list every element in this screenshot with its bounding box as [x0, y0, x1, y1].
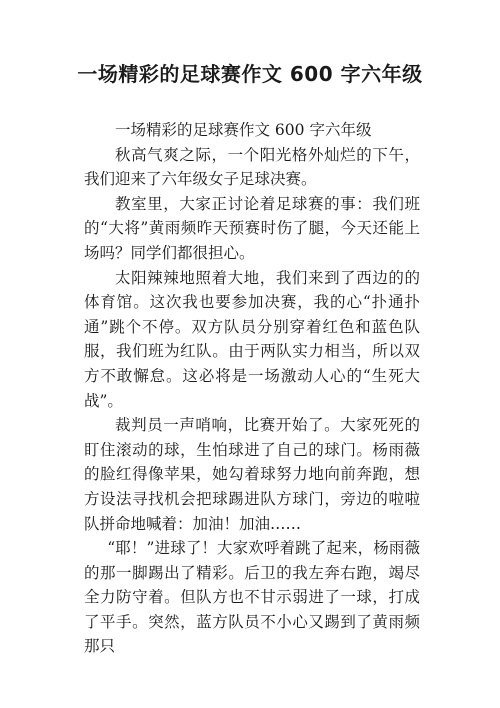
subtitle-paragraph: 一场精彩的足球赛作文 600 字六年级 — [115, 121, 372, 139]
document-body — [84, 118, 420, 659]
paragraph-4: 裁判员一声哨响，比赛开始了。大家死死的盯住滚动的球，生怕球进了自己的球门。杨雨薇的脸红得像苹果，她勾着球努力地向前奔跑，想方设法寻找机会把球踢进队方球门，旁边的啦啦队拼命地喊着：加油！加油…… — [84, 416, 420, 533]
paragraph-5: “耶！”进球了！大家欢呼着跳了起来，杨雨薇的那一脚踢出了精彩。后卫的我左奔右跑，竭尽全力防守着。但队方也不甘示弱进了一球，打成了平手。突然，蓝方队员不小心又踢到了黄雨频那只 — [84, 539, 420, 656]
document-title: 一场精彩的足球赛作文 600 字六年级 — [77, 62, 423, 86]
paragraph-3: 太阳辣辣地照着大地，我们来到了西边的的体育馆。这次我也要参加决赛，我的心“扑通扑通”跳个不停。双方队员分别穿着红色和蓝色队服，我们班为红队。由于两队实力相当，所以双方不敢懈怠。这必将是一场激动人心的“生死大战”。 — [84, 268, 420, 410]
paragraph-2: 教室里，大家正讨论着足球赛的事：我们班的“大将”黄雨频昨天预赛时伤了腿，今天还能上场吗？同学们都很担心。 — [84, 194, 420, 262]
paragraph-1: 秋高气爽之际，一个阳光格外灿烂的下午，我们迎来了六年级女子足球决赛。 — [84, 145, 420, 189]
